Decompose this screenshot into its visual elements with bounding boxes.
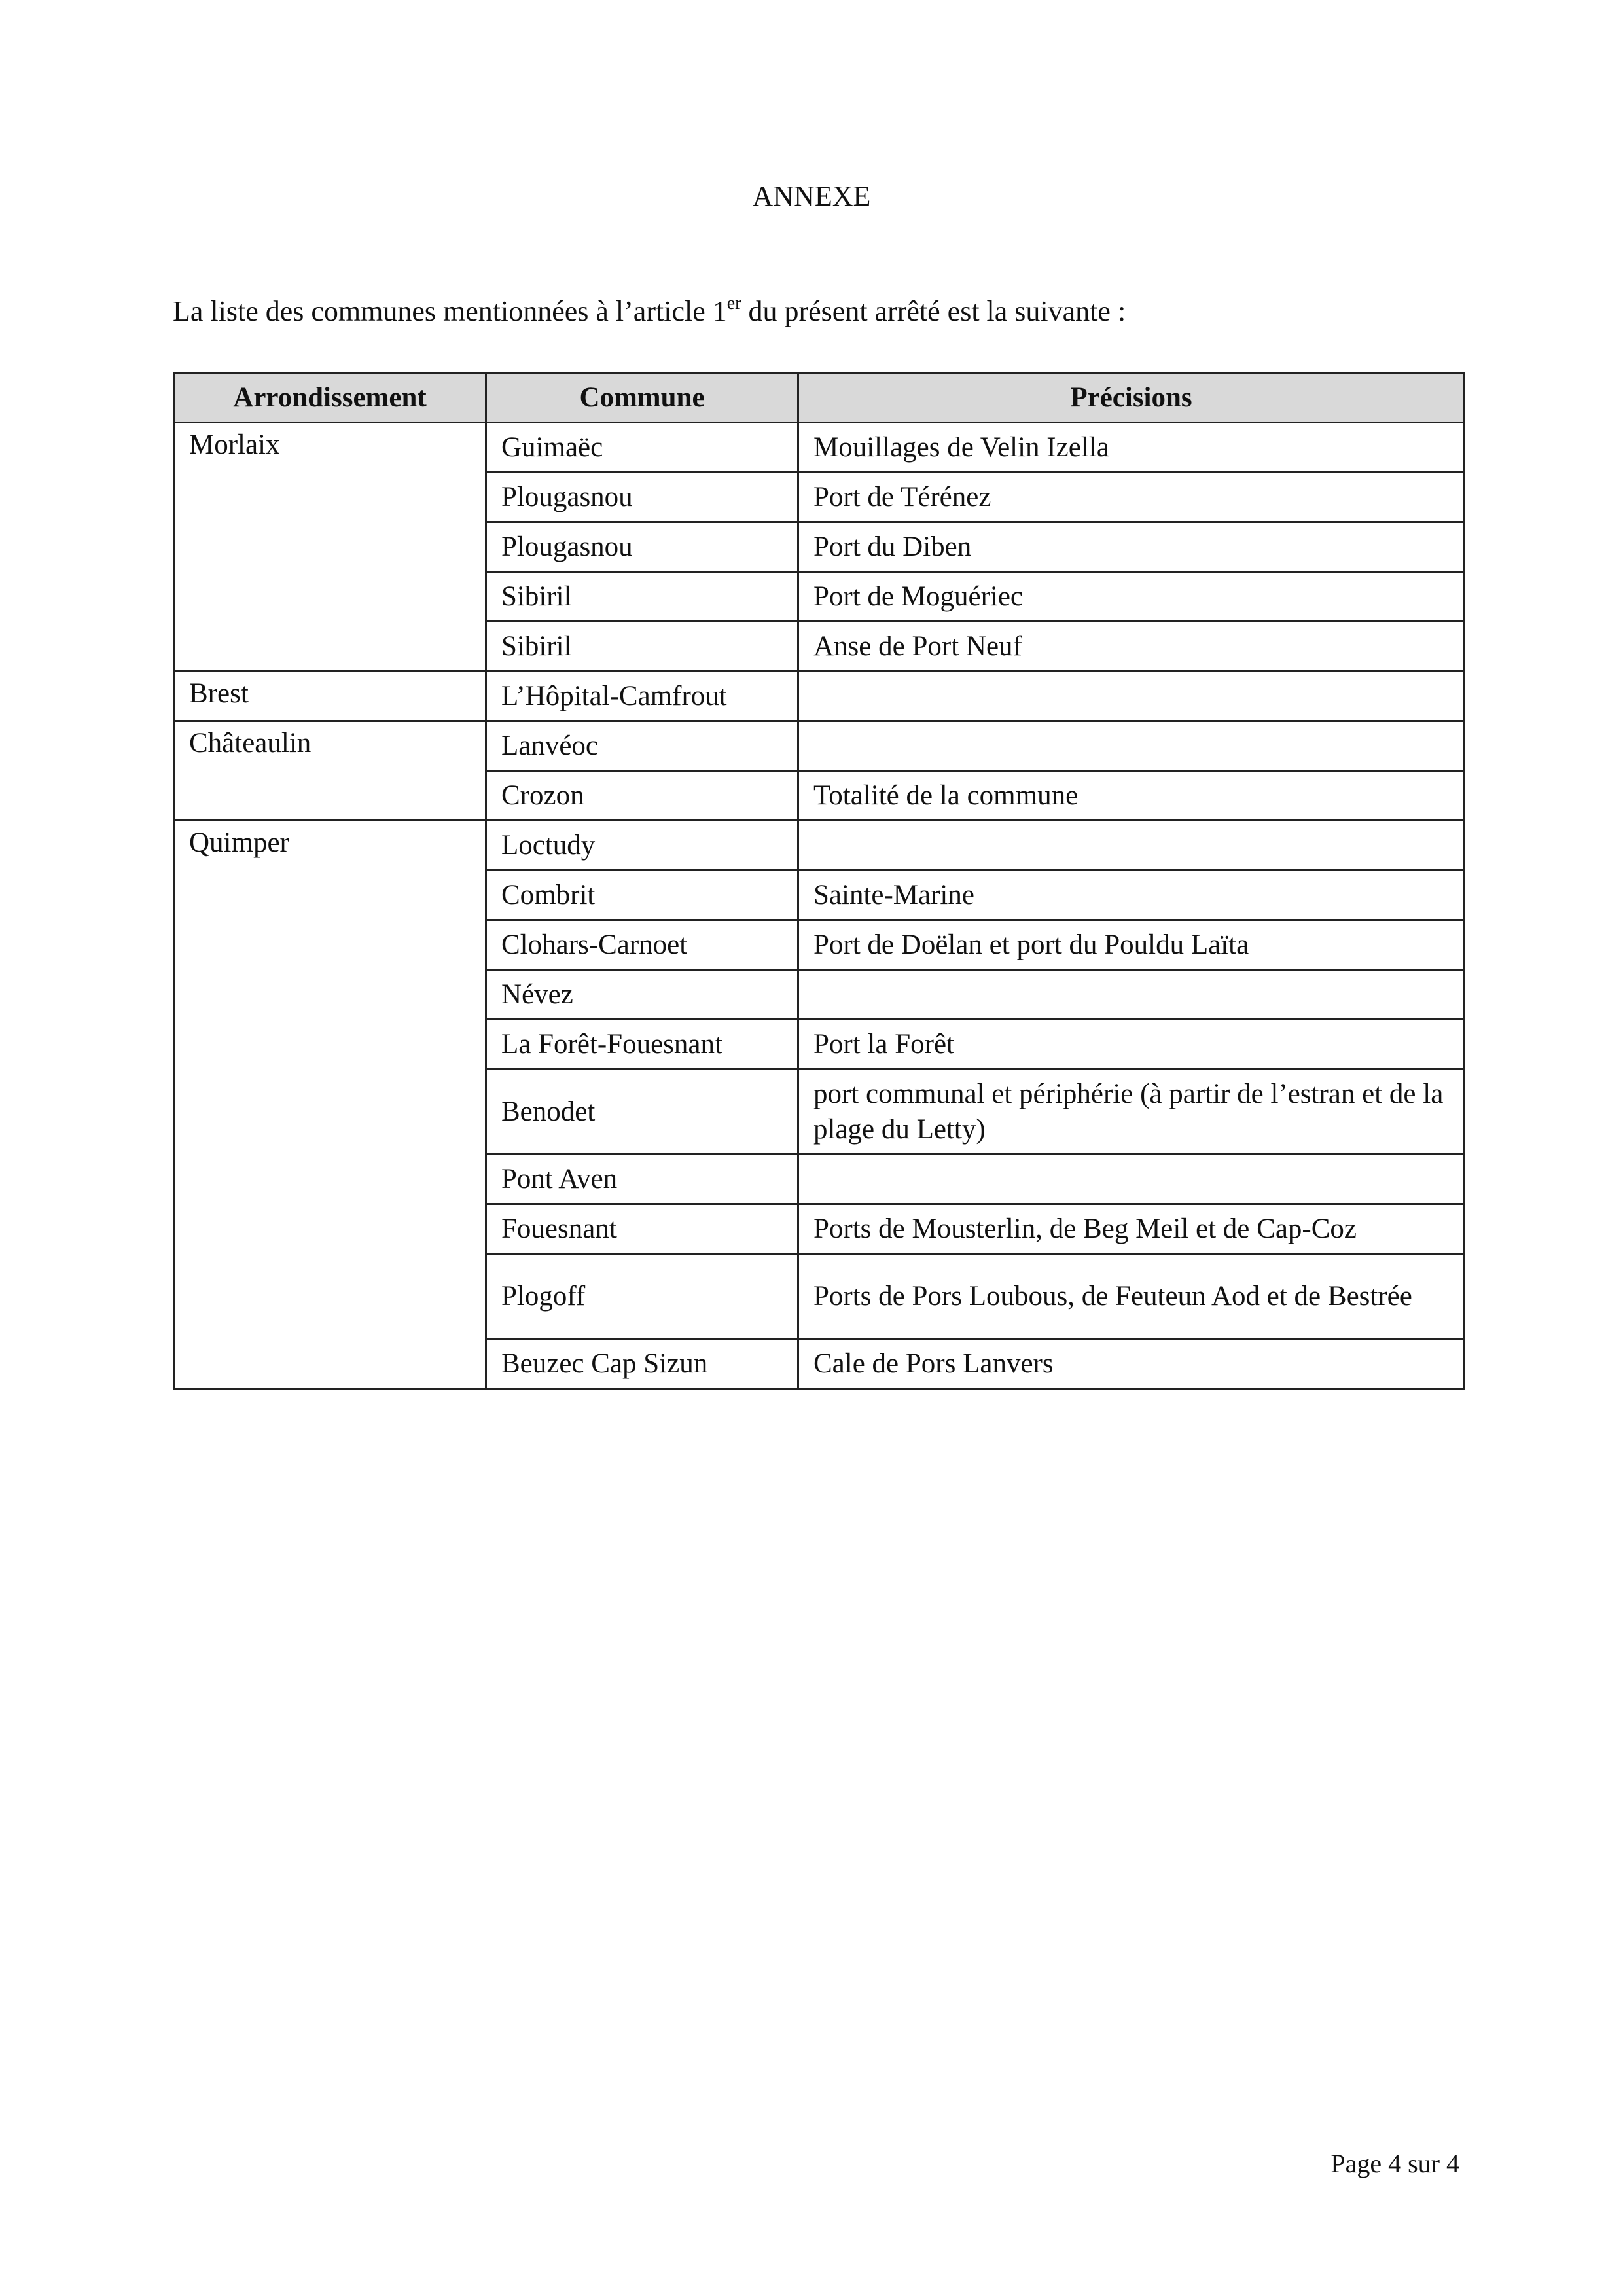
commune-cell: Benodet bbox=[486, 1069, 798, 1155]
commune-cell: L’Hôpital-Camfrout bbox=[486, 672, 798, 721]
commune-cell: Sibiril bbox=[486, 572, 798, 622]
table-row bbox=[174, 423, 1465, 473]
commune-cell: Pont Aven bbox=[486, 1155, 798, 1204]
precisions-cell: Port de Térénez bbox=[798, 473, 1465, 522]
intro-paragraph bbox=[173, 292, 1126, 335]
precisions-cell: Sainte-Marine bbox=[798, 870, 1465, 920]
commune-cell: Loctudy bbox=[486, 821, 798, 870]
header-commune: Commune bbox=[486, 373, 798, 423]
arrondissement-cell: Châteaulin bbox=[174, 721, 486, 821]
commune-cell: La Forêt-Fouesnant bbox=[486, 1020, 798, 1069]
precisions-cell: port communal et périphérie (à partir de l’estran et de la plage du Letty) bbox=[798, 1069, 1465, 1155]
commune-cell: Plougasnou bbox=[486, 473, 798, 522]
precisions-cell: Ports de Mousterlin, de Beg Meil et de Cap-Coz bbox=[798, 1204, 1465, 1254]
communes-table bbox=[173, 372, 1465, 1390]
arrondissement-cell: Quimper bbox=[174, 821, 486, 1389]
arrondissement-cell: Brest bbox=[174, 672, 486, 721]
precisions-cell: Port de Doëlan et port du Pouldu Laïta bbox=[798, 920, 1465, 970]
header-arrondissement: Arrondissement bbox=[174, 373, 486, 423]
intro-text-after: du présent arrêté est la suivante : bbox=[741, 295, 1126, 327]
page-number: Page 4 sur 4 bbox=[1330, 2149, 1459, 2178]
header-precisions: Précisions bbox=[798, 373, 1465, 423]
commune-cell: Sibiril bbox=[486, 622, 798, 672]
intro-superscript: er bbox=[726, 293, 741, 314]
table-row bbox=[174, 821, 1465, 870]
precisions-cell bbox=[798, 721, 1465, 771]
precisions-cell: Port de Moguériec bbox=[798, 572, 1465, 622]
commune-cell: Névez bbox=[486, 970, 798, 1020]
commune-cell: Plogoff bbox=[486, 1254, 798, 1339]
precisions-cell bbox=[798, 1155, 1465, 1204]
precisions-cell bbox=[798, 672, 1465, 721]
table-header-row bbox=[174, 373, 1465, 423]
commune-cell: Fouesnant bbox=[486, 1204, 798, 1254]
precisions-cell bbox=[798, 970, 1465, 1020]
precisions-cell: Port du Diben bbox=[798, 522, 1465, 572]
precisions-cell: Ports de Pors Loubous, de Feuteun Aod et de Bestrée bbox=[798, 1254, 1465, 1339]
commune-cell: Beuzec Cap Sizun bbox=[486, 1339, 798, 1389]
commune-cell: Plougasnou bbox=[486, 522, 798, 572]
precisions-cell: Totalité de la commune bbox=[798, 771, 1465, 821]
precisions-cell: Cale de Pors Lanvers bbox=[798, 1339, 1465, 1389]
commune-cell: Lanvéoc bbox=[486, 721, 798, 771]
precisions-cell: Port la Forêt bbox=[798, 1020, 1465, 1069]
commune-cell: Clohars-Carnoet bbox=[486, 920, 798, 970]
precisions-cell: Anse de Port Neuf bbox=[798, 622, 1465, 672]
arrondissement-cell: Morlaix bbox=[174, 423, 486, 672]
commune-cell: Crozon bbox=[486, 771, 798, 821]
commune-cell: Guimaëc bbox=[486, 423, 798, 473]
precisions-cell: Mouillages de Velin Izella bbox=[798, 423, 1465, 473]
table-row bbox=[174, 672, 1465, 721]
table-row bbox=[174, 721, 1465, 771]
intro-text-before: La liste des communes mentionnées à l’article 1 bbox=[173, 295, 727, 327]
page-title: ANNEXE bbox=[752, 180, 871, 212]
precisions-cell bbox=[798, 821, 1465, 870]
commune-cell: Combrit bbox=[486, 870, 798, 920]
